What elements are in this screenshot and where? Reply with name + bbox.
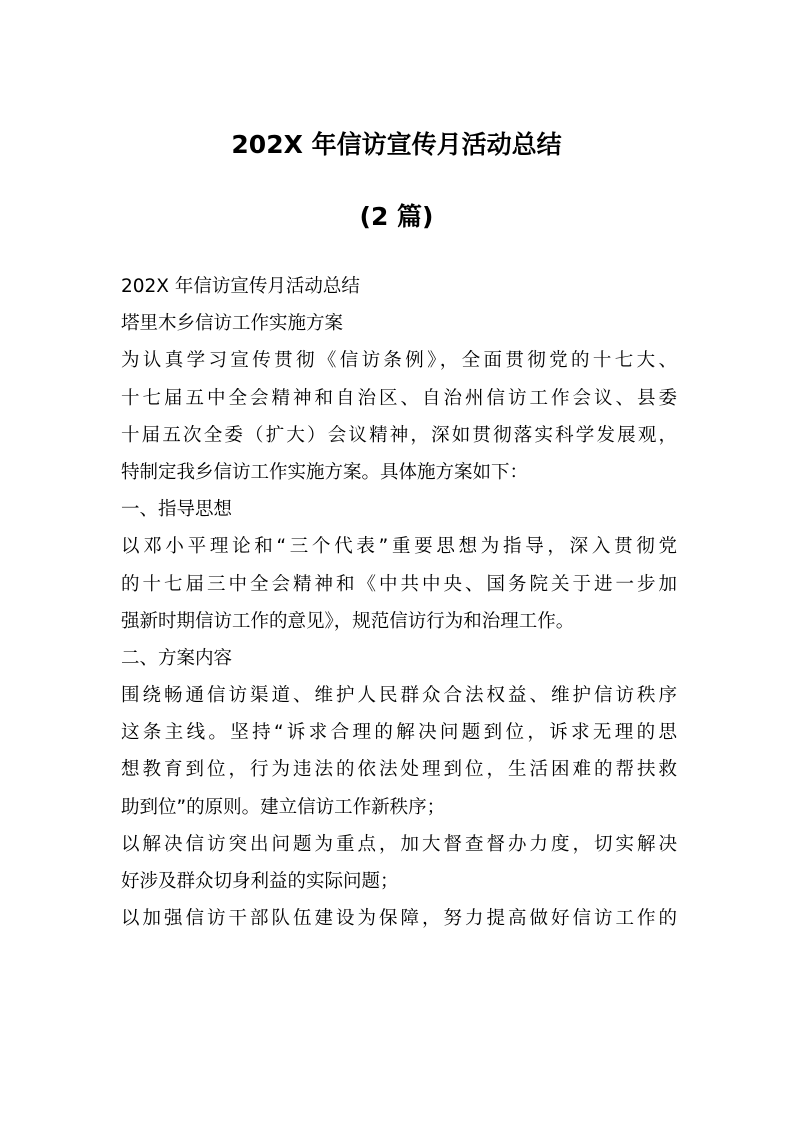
body-line: 十届五次全委（扩大）会议精神，深如贯彻落实科学发展观， (121, 424, 677, 446)
body-line: 的十七届三中全会精神和《中共中央、国务院关于进一步加 (121, 573, 677, 595)
body-line: 助到位”的原则。建立信访工作新秩序； (121, 796, 446, 818)
document-title: 202X 年信访宣传月活动总结 (231, 130, 562, 159)
body-line-heading: 202X 年信访宣传月活动总结 (121, 276, 360, 297)
document-subtitle: (2 篇) (359, 202, 434, 231)
section-heading-guiding-thought: 一、指导思想 (121, 499, 233, 521)
body-line: 强新时期信访工作的意见》，规范信访行为和治理工作。 (121, 610, 575, 632)
section-heading-plan-content: 二、方案内容 (121, 647, 233, 669)
body-line: 十七届五中全会精神和自治区、自治州信访工作会议、县委 (121, 387, 677, 409)
body-line: 以加强信访干部队伍建设为保障，努力提高做好信访工作的 (121, 908, 677, 930)
body-line: 以解决信访突出问题为重点，加大督查督办力度，切实解决 (121, 833, 677, 855)
body-line-plan-title: 塔里木乡信访工作实施方案 (121, 313, 344, 335)
document-body (121, 268, 677, 937)
body-line: 想教育到位，行为违法的依法处理到位，生活困难的帮扶救 (121, 759, 677, 781)
body-line: 好涉及群众切身利益的实际问题； (121, 871, 399, 892)
body-line: 以邓小平理论和“三个代表”重要思想为指导，深入贯彻党 (121, 536, 677, 558)
body-line: 这条主线。坚持“诉求合理的解决问题到位，诉求无理的思 (121, 722, 677, 744)
body-line: 特制定我乡信访工作实施方案。具体施方案如下： (121, 461, 529, 483)
body-line: 为认真学习宣传贯彻《信访条例》，全面贯彻党的十七大、 (121, 350, 677, 372)
body-line: 围绕畅通信访渠道、维护人民群众合法权益、维护信访秩序 (121, 685, 677, 707)
